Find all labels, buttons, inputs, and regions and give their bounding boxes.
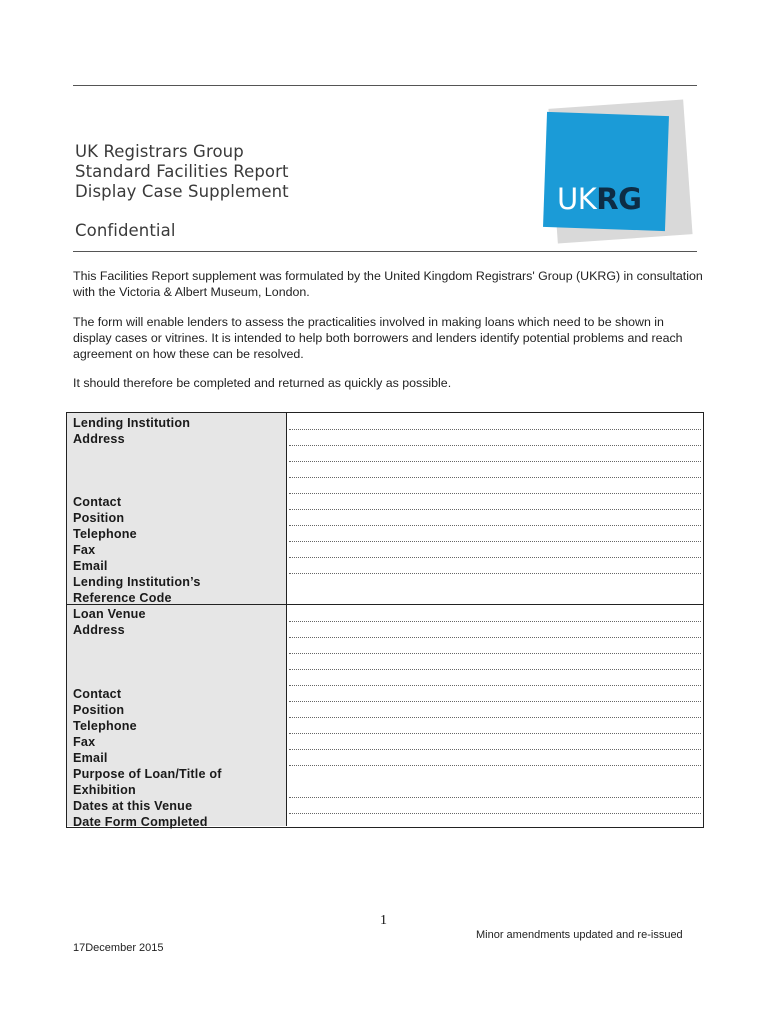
label-lending-position: Position	[73, 511, 125, 525]
lending-position-field[interactable]	[289, 525, 701, 526]
lending-email-field[interactable]	[289, 573, 701, 574]
top-rule	[73, 85, 697, 86]
venue-address-field-1[interactable]	[289, 637, 701, 638]
report-title: Standard Facilities Report	[75, 162, 289, 181]
lending-contact-field[interactable]	[289, 509, 701, 510]
venue-address-field-2[interactable]	[289, 653, 701, 654]
intro-paragraph-3: It should therefore be completed and returned as quickly as possible.	[73, 376, 452, 390]
lending-address-field-4[interactable]	[289, 493, 701, 494]
label-dates-at-venue: Dates at this Venue	[73, 799, 193, 813]
supplement-title: Display Case Supplement	[75, 182, 289, 201]
label-lending-fax: Fax	[73, 543, 96, 557]
issue-date: 17December 2015	[73, 942, 164, 954]
label-lending-reference-2: Reference Code	[73, 591, 172, 605]
loan-venue-section	[67, 605, 703, 829]
page-number: 1	[380, 913, 387, 928]
amendment-note: Minor amendments updated and re-issued	[476, 929, 683, 941]
venue-email-field[interactable]	[289, 765, 701, 766]
header-bottom-rule	[73, 251, 697, 252]
lending-fax-field[interactable]	[289, 557, 701, 558]
venue-label-column	[67, 605, 287, 829]
logo-text-bold: RG	[596, 182, 642, 216]
venue-fax-field[interactable]	[289, 749, 701, 750]
label-lending-email: Email	[73, 559, 108, 573]
lending-institution-field[interactable]	[289, 429, 701, 430]
logo-wordmark	[557, 182, 642, 216]
label-lending-contact: Contact	[73, 495, 122, 509]
lending-address-field-2[interactable]	[289, 461, 701, 462]
organisation-name: UK Registrars Group	[75, 142, 244, 161]
intro-paragraph-2: The form will enable lenders to assess the practicalities involved in making loans which need to be shown in display cases or vitrines. It is intended to help both borrowers and lenders identify potential problems and reach agreement on how these can be resolved.	[73, 315, 683, 361]
label-venue-position: Position	[73, 703, 125, 717]
purpose-of-loan-field[interactable]	[289, 797, 701, 798]
venue-address-field-4[interactable]	[289, 685, 701, 686]
venue-position-field[interactable]	[289, 717, 701, 718]
label-lending-institution: Lending Institution	[73, 416, 191, 430]
loan-venue-field[interactable]	[289, 621, 701, 622]
label-venue-fax: Fax	[73, 735, 96, 749]
logo-text-light: UK	[557, 182, 597, 216]
label-venue-address: Address	[73, 623, 125, 637]
lending-address-field-3[interactable]	[289, 477, 701, 478]
loan-details-form	[66, 412, 704, 828]
intro-paragraph-1: This Facilities Report supplement was formulated by the United Kingdom Registrars' Group (UKRG) in consultation with the Victoria & Albert Museum, London.	[73, 269, 703, 299]
lending-telephone-field[interactable]	[289, 541, 701, 542]
dates-at-venue-field[interactable]	[289, 813, 701, 814]
label-venue-email: Email	[73, 751, 108, 765]
venue-telephone-field[interactable]	[289, 733, 701, 734]
venue-contact-field[interactable]	[289, 701, 701, 702]
label-lending-telephone: Telephone	[73, 527, 137, 541]
lending-label-column	[67, 413, 287, 604]
lending-address-field-1[interactable]	[289, 445, 701, 446]
label-lending-reference-1: Lending Institution’s	[73, 575, 201, 589]
label-date-form-completed: Date Form Completed	[73, 815, 208, 829]
lending-institution-section	[67, 413, 703, 605]
confidential-label: Confidential	[75, 221, 176, 240]
label-purpose-of-loan: Purpose of Loan/Title of	[73, 767, 222, 781]
label-venue-telephone: Telephone	[73, 719, 137, 733]
label-loan-venue: Loan Venue	[73, 607, 146, 621]
label-venue-contact: Contact	[73, 687, 122, 701]
label-exhibition: Exhibition	[73, 783, 136, 797]
label-lending-address: Address	[73, 432, 125, 446]
venue-address-field-3[interactable]	[289, 669, 701, 670]
